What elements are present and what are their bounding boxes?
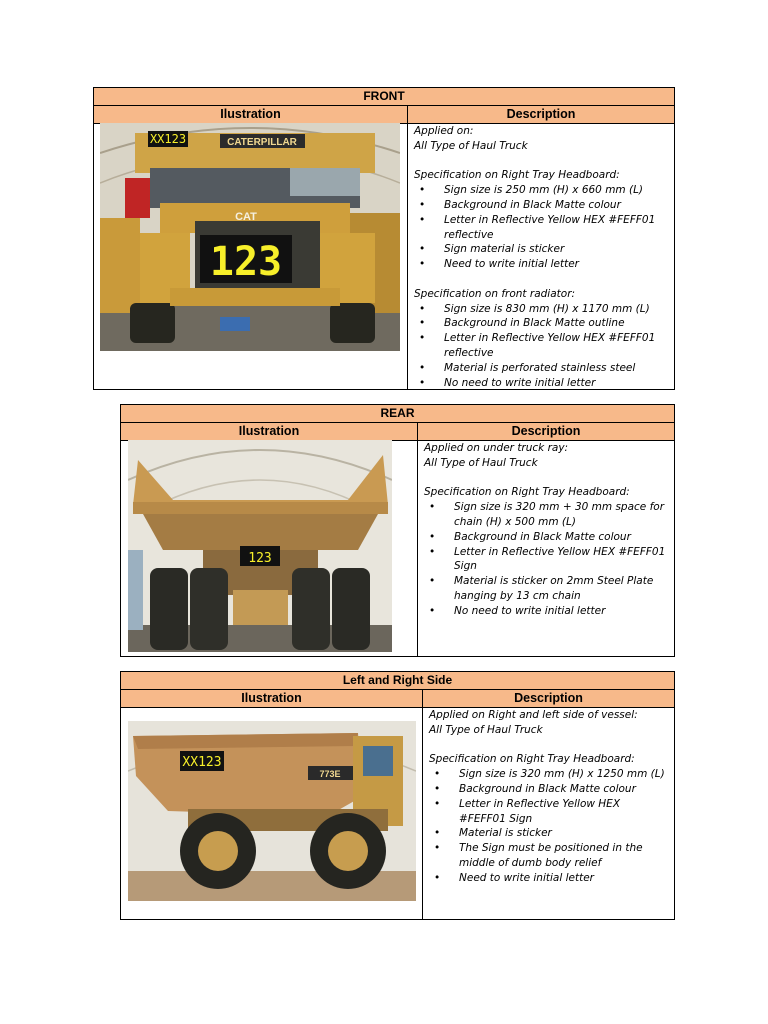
- illustration-cell: [121, 707, 423, 919]
- section-title: Left and Right Side: [121, 672, 674, 690]
- truck-type: All Type of Haul Truck: [414, 139, 528, 152]
- front-truck-photo: [100, 123, 400, 351]
- list-item: • Letter in Reflective Yellow HEX #FEFF01 Sign: [424, 545, 668, 575]
- description-cell: [423, 707, 674, 919]
- spec-heading: Specification on Right Tray Headboard:: [424, 486, 630, 499]
- illustration-cell: [94, 123, 408, 389]
- applied-on: Applied on under truck ray:: [424, 442, 569, 454]
- list-item: • Background in Black Matte colour: [429, 782, 668, 797]
- spec-heading: Specification on Right Tray Headboard:: [429, 753, 635, 766]
- list-item: • No need to write initial letter: [424, 604, 668, 619]
- rear-section: [120, 404, 675, 657]
- list-item: • Sign size is 320 mm (H) x 1250 mm (L): [429, 767, 668, 782]
- illustration-header: Ilustration: [94, 106, 408, 123]
- column-headers: [121, 423, 674, 441]
- truck-type: All Type of Haul Truck: [424, 456, 538, 469]
- description-header: Description: [511, 424, 581, 438]
- illustration-header: Ilustration: [121, 690, 423, 707]
- front-plate-large: 123: [209, 239, 283, 285]
- spec-list: [414, 183, 668, 272]
- section-title: REAR: [121, 405, 674, 423]
- column-headers: [121, 690, 674, 708]
- model-label: 773E: [319, 769, 341, 779]
- list-item: • Letter in Reflective Yellow HEX #FEFF01 reflective: [414, 331, 668, 361]
- description-cell: [408, 123, 674, 389]
- list-item: • Letter in Reflective Yellow HEX #FEFF01 reflective: [414, 213, 668, 243]
- illustration-header: Ilustration: [121, 423, 418, 440]
- applied-on: Applied on:: [414, 125, 474, 137]
- list-item: • Material is perforated stainless steel: [414, 361, 668, 376]
- section-title: FRONT: [94, 88, 674, 106]
- side-plate: XX123: [182, 755, 222, 770]
- description-header: Description: [514, 691, 583, 705]
- rear-plate: 123: [248, 551, 272, 566]
- list-item: • Need to write initial letter: [414, 257, 668, 272]
- illustration-cell: [121, 440, 418, 656]
- list-item: • Background in Black Matte colour: [424, 530, 668, 545]
- front-plate-small: XX123: [149, 132, 187, 146]
- front-section: [93, 87, 675, 390]
- list-item: • Need to write initial letter: [429, 871, 668, 886]
- list-item: • Material is sticker on 2mm Steel Plate hanging by 13 cm chain: [424, 574, 668, 604]
- side-truck-photo: [128, 721, 416, 901]
- list-item: • No need to write initial letter: [414, 376, 668, 391]
- side-section: [120, 671, 675, 920]
- list-item: • Background in Black Matte colour: [414, 198, 668, 213]
- list-item: • The Sign must be positioned in the middle of dumb body relief: [429, 841, 668, 871]
- cat-logo: CAT: [235, 211, 257, 223]
- spec-list: [414, 302, 668, 391]
- truck-type: All Type of Haul Truck: [429, 723, 543, 736]
- list-item: • Sign size is 250 mm (H) x 660 mm (L): [414, 183, 668, 198]
- spec-heading: Specification on Right Tray Headboard:: [414, 169, 620, 182]
- list-item: • Material is sticker: [429, 826, 668, 841]
- list-item: • Sign size is 830 mm (H) x 1170 mm (L): [414, 302, 668, 317]
- applied-on: Applied on Right and left side of vessel:: [429, 709, 638, 721]
- list-item: • Background in Black Matte outline: [414, 316, 668, 331]
- description-header: Description: [506, 107, 576, 121]
- list-item: • Letter in Reflective Yellow HEX #FEFF01 Sign: [429, 797, 668, 827]
- spec-heading: Specification on front radiator:: [414, 287, 576, 300]
- list-item: • Sign material is sticker: [414, 242, 668, 257]
- spec-list: [429, 767, 668, 885]
- spec-list: [424, 500, 668, 618]
- list-item: • Sign size is 320 mm + 30 mm space for chain (H) x 500 mm (L): [424, 500, 668, 530]
- rear-truck-photo: [128, 440, 392, 652]
- description-cell: [418, 440, 674, 656]
- column-headers: [94, 106, 674, 124]
- brand-label: CATERPILLAR: [227, 137, 297, 148]
